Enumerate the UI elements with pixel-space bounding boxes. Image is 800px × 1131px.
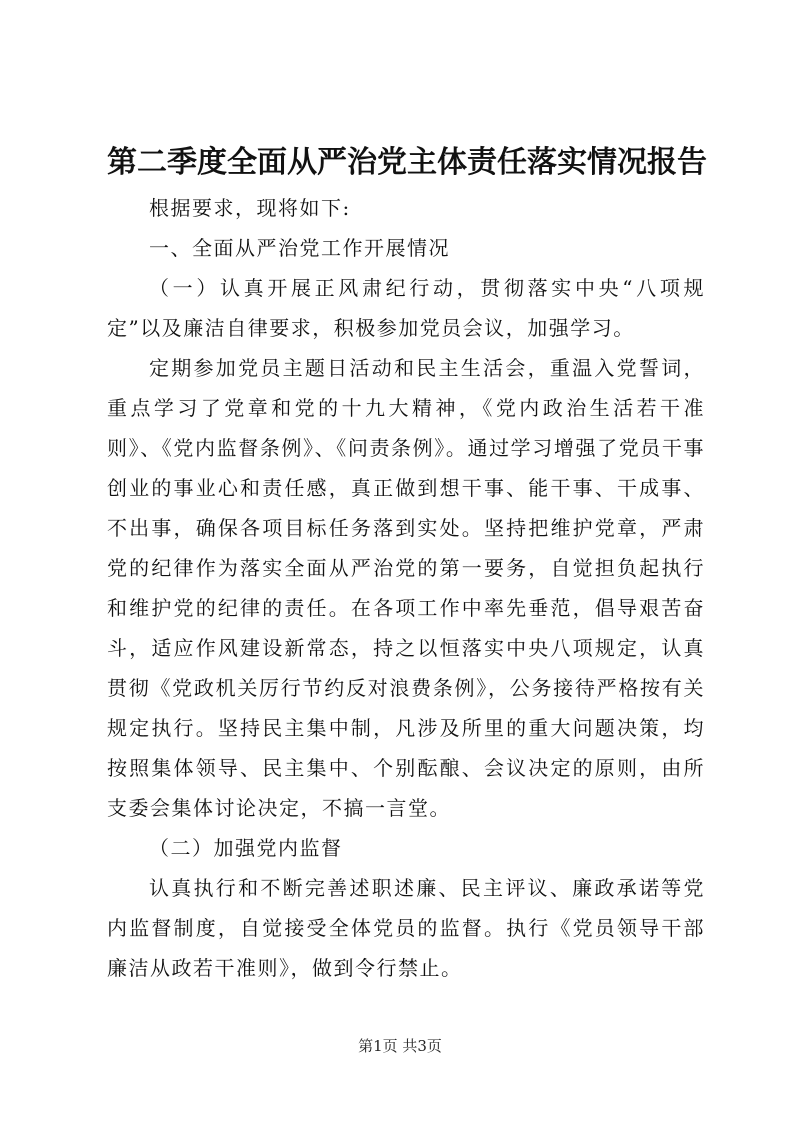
- section-heading-1: 一、全面从严治党工作开展情况: [149, 236, 450, 260]
- document-body: [107, 188, 705, 988]
- page-footer: 第1页 共3页: [358, 1037, 442, 1055]
- subsection-paragraph-1: （一）认真开展正风肃纪行动，贯彻落实中央“八项规定”以及廉洁自律要求，积极参加党员会议，加强学习。: [107, 276, 705, 340]
- intro-paragraph: 根据要求，现将如下:: [149, 196, 351, 220]
- body-paragraph-2: 认真执行和不断完善述职述廉、民主评议、廉政承诺等党内监督制度，自觉接受全体党员的监督。执行《党员领导干部廉洁从政若干准则》，做到令行禁止。: [107, 876, 705, 980]
- body-paragraph-1: 定期参加党员主题日活动和民主生活会，重温入党誓词，重点学习了党章和党的十九大精神，《党内政治生活若干准则》、《党内监督条例》、《问责条例》。通过学习增强了党员干事创业的事业心和责任感，真正做到想干事、能干事、干成事、不出事，确保各项目标任务落到实处。坚持把维护党章，严肃党的纪律作为落实全面从严治党的第一要务，自觉担负起执行和维护党的纪律的责任。在各项工作中率先垂范，倡导艰苦奋斗，适应作风建设新常态，持之以恒落实中央八项规定，认真贯彻《党政机关厉行节约反对浪费条例》，公务接待严格按有关规定执行。坚持民主集中制，凡涉及所里的重大问题决策，均按照集体领导、民主集中、个别酝酿、会议决定的原则，由所支委会集体讨论决定，不搞一言堂。: [107, 356, 705, 820]
- subsection-heading-2: （二）加强党内监督: [149, 836, 343, 860]
- document-title: 第二季度全面从严治党主体责任落实情况报告: [107, 145, 707, 180]
